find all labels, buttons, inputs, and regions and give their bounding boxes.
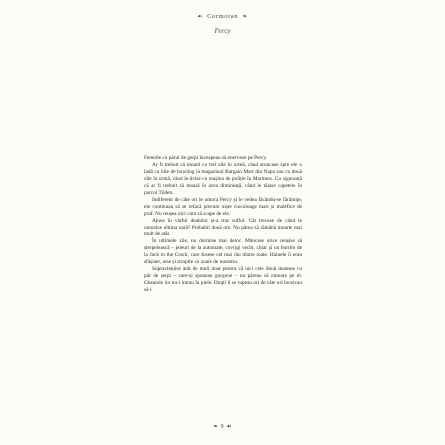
folio-ornament-left-icon: ❧	[213, 424, 219, 430]
running-head	[0, 13, 445, 21]
paragraph: Ajuns în vârful dealului și-a tras suflul. Cât trecuse de când le omorâse ultima oară? Probabil două ore. Nu părea să rămână moarte mai mult de atât.	[144, 217, 302, 238]
chapter-title: Percy	[214, 27, 231, 35]
ornament-right-icon: ❧	[242, 14, 248, 20]
folio-ornament-right-icon: ☙	[226, 424, 232, 430]
book-title: Cormoran	[207, 13, 239, 20]
paragraph: Femeile cu părul de gerpi înceapeau să enerveze pe Percy.	[144, 155, 268, 161]
paragraph: În ultimele zile, nu dormise mai deloc. Mâncase orice reușise să șterpelească – jeleuri de la automate, covrigi vechi, chiar și un burrito de la Jack in the Crack, care fusese cel mai rău dintre toate. Hainele îi erau sfâșiate, arse și stropite cu zoaie de monstru.	[144, 238, 302, 266]
paragraph: Supraviețuise atât de mult doar pentru că nici cele două doamne cu păr de șerpi – care-și spuneau gorgone – nu păreau să omoare pe el. Ghearele lor nu-i intrau în piele. Dinții li se rupeau ori de câte ori încercau să-l	[144, 266, 302, 294]
ornament-left-icon: ☙	[197, 14, 204, 20]
page-number	[0, 423, 445, 430]
paragraph: Indiferent de câte ori le omora Percy și le vedea făcându-se fărâmițe, ele continuau să se refacă precum niște ciocoloage mari și malefice de praf. Nu reușea nici cum să scape de ele.	[144, 196, 302, 217]
page-number-value: 9	[220, 424, 225, 430]
paragraph: Ar fi trebuit să moară cu trei zile în urmă, când aruncase spre ele o ladă cu bile de bowling la magazinul Bargain Mart din Napa sau cu două zile în urmă, când le-ăvise cu mașina de poliție în Martinez. Cu siguranță că ar fi trebuit să moară în acea dimineață, când le tăiase capetele în parcul Tilden.	[144, 161, 302, 196]
body-text	[144, 155, 302, 294]
